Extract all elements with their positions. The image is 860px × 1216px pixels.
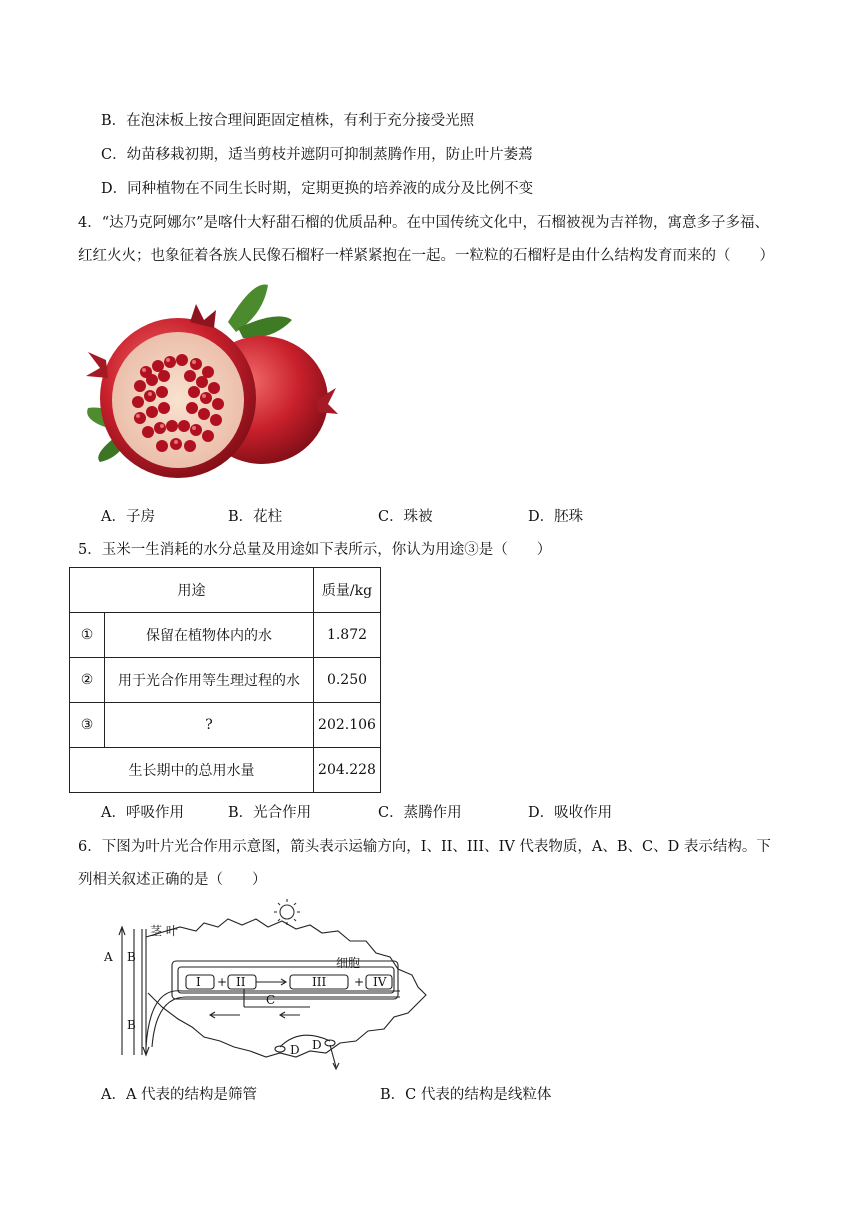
q4-option-b: B．花柱 — [228, 509, 283, 525]
table-header-row — [70, 568, 381, 613]
row-use: 保留在植物体内的水 — [105, 613, 314, 658]
row-use: ? — [105, 703, 314, 748]
label-d-right: D — [312, 1038, 322, 1052]
table-row — [70, 613, 381, 658]
q6-option-b: B．C 代表的结构是线粒体 — [380, 1087, 552, 1103]
plus-1: + — [217, 975, 228, 989]
label-b-lower: B — [127, 1018, 136, 1032]
label-c: C — [266, 993, 276, 1007]
q5-option-d: D．吸收作用 — [528, 805, 613, 821]
water-usage-table — [69, 567, 381, 793]
row-mass: 202.106 — [314, 703, 381, 748]
substance-i: I — [196, 975, 201, 989]
row-mass: 0.250 — [314, 658, 381, 703]
table-total-row — [70, 748, 381, 793]
label-b-upper: B — [127, 950, 136, 964]
row-number: ① — [70, 613, 105, 658]
table-row — [70, 658, 381, 703]
plus-2: + — [354, 975, 365, 989]
q4-option-c: C．珠被 — [378, 509, 433, 525]
q6-stem-line1: 6．下图为叶片光合作用示意图，箭头表示运输方向，I、II、III、IV 代表物质，A、B、C、D 表示结构。下 — [78, 839, 771, 855]
pomegranate-image — [78, 280, 340, 490]
label-cell: 细胞 — [336, 956, 361, 970]
label-d-left: D — [290, 1043, 300, 1057]
substance-iii: III — [312, 975, 327, 989]
row-use: 用于光合作用等生理过程的水 — [105, 658, 314, 703]
table-row — [70, 703, 381, 748]
q4-stem-line1: 4．“达乃克阿娜尔”是喀什大籽甜石榴的优质品种。在中国传统文化中，石榴被视为吉祥物，寓意多子多福、 — [78, 215, 770, 231]
leaf-photosynthesis-diagram — [100, 897, 436, 1071]
q3-option-d: D．同种植物在不同生长时期，定期更换的培养液的成分及比例不变 — [101, 181, 534, 197]
row-number: ② — [70, 658, 105, 703]
q3-option-b: B．在泡沫板上按合理间距固定植株，有利于充分接受光照 — [101, 113, 475, 129]
substance-iv: IV — [373, 975, 387, 989]
label-a: A — [104, 950, 113, 964]
label-stem-leaf: 茎 叶 — [150, 924, 178, 938]
q5-option-a: A．呼吸作用 — [101, 805, 184, 821]
table-header-mass: 质量/kg — [314, 568, 381, 613]
q5-option-b: B．光合作用 — [228, 805, 312, 821]
total-label: 生长期中的总用水量 — [70, 748, 314, 793]
q4-option-d: D．胚珠 — [528, 509, 584, 525]
q3-option-c: C．幼苗移栽初期，适当剪枝并遮阴可抑制蒸腾作用，防止叶片萎蔫 — [101, 147, 533, 163]
total-mass: 204.228 — [314, 748, 381, 793]
sun-icon — [274, 899, 300, 925]
q5-option-c: C．蒸腾作用 — [378, 805, 462, 821]
q5-stem: 5．玉米一生消耗的水分总量及用途如下表所示，你认为用途③是（ ） — [78, 542, 552, 558]
substance-ii: II — [236, 975, 246, 989]
q6-stem-line2: 列相关叙述正确的是（ ） — [78, 872, 267, 888]
q6-option-a: A．A 代表的结构是筛管 — [101, 1087, 258, 1103]
row-mass: 1.872 — [314, 613, 381, 658]
q4-stem-line2: 红红火火；也象征着各族人民像石榴籽一样紧紧抱在一起。一粒粒的石榴籽是由什么结构发育而来的（ ） — [78, 248, 774, 264]
table-header-use: 用途 — [70, 568, 314, 613]
q4-option-a: A．子房 — [101, 509, 155, 525]
row-number: ③ — [70, 703, 105, 748]
